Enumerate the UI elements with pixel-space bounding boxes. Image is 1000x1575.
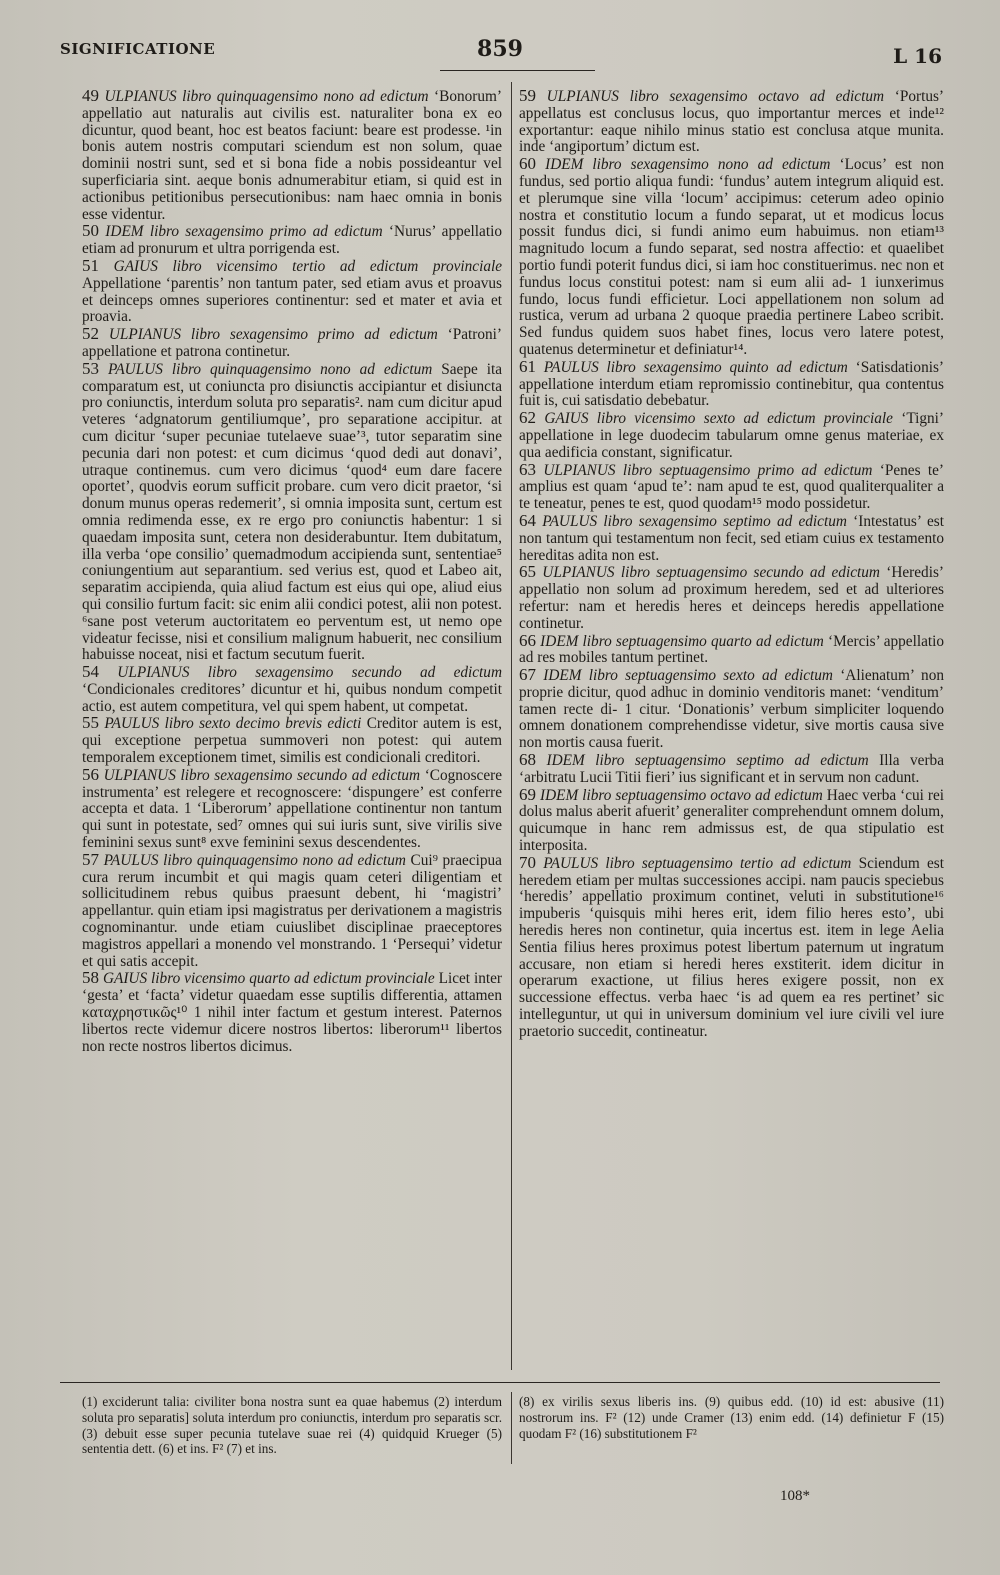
fragment-number: 65 xyxy=(519,562,536,582)
fragment-inscription: ULPIANUS libro septuagensimo secundo ad edictum xyxy=(542,564,880,582)
fragment-text: Appellatione ‘parentis’ non tantum pater, sed etiam avus et proavus et deinceps omnes superiores continentur: sed et mater et avia et proavia. xyxy=(82,274,502,326)
header-rule xyxy=(440,70,595,71)
fragment-inscription: IDEM libro septuagensimo sexto ad edictum xyxy=(543,667,833,685)
fragment-number: 63 xyxy=(519,459,536,479)
fragment-number: 49 xyxy=(82,88,99,105)
fragment-number: 59 xyxy=(519,88,536,105)
footnotes-right: (8) ex virilis sexus liberis ins. (9) quibus edd. (10) id est: abusive (11) nostrorum ins. F² (12) unde Cramer (13) enim edd. (14) definietur F (15) quodam F² (16) substitutionem F² xyxy=(519,1394,944,1441)
footnotes-left: (1) exciderunt talia: civiliter bona nostra sunt ea quae habemus (2) interdum soluta pro separatis] soluta interdum pro coniunctis, interdum pro separatis scr. (3) debuit esse super pecunia tutelave suae rei (4) quidquid Krueger (5) sententia dett. (6) et ins. F² (7) et ins. xyxy=(82,1394,502,1457)
fragment-text: ‘Satisdationis’ appellatione interdum etiam repromissio continebitur, qua contentus fuit is, cui satisdatio debebatur. xyxy=(519,358,944,410)
fragment-text: ‘Penes te’ amplius est quam ‘apud te’: nam apud te est, quod qualiterqualiter a te teneatur, penes te est, quod quodam¹⁵ modo possidetur. xyxy=(519,461,944,513)
fragment-number: 70 xyxy=(519,852,536,872)
fragment xyxy=(82,764,502,852)
fragment-text: ‘Nurus’ appellatio etiam ad pronurum et ultra porrigenda est. xyxy=(82,223,502,258)
fragment-inscription: PAULUS libro quinquagensimo nono ad edictum xyxy=(107,360,433,378)
fragment-number: 58 xyxy=(82,968,99,988)
fragment xyxy=(519,784,944,855)
fragment-text: ‘Alienatum’ non proprie dicitur, quod adhuc in dominio venditoris manet: ‘venditum’ tamen recte di- 1 citur. ‘Donationis’ verbum simpliciter loquendo omnem donationem comprehendisse videtur, sive mortis causa sive non mortis causa fuerit. xyxy=(519,667,944,752)
fragment xyxy=(82,970,502,1055)
fragment-inscription: ULPIANUS libro sexagensimo secundo ad edictum xyxy=(103,766,421,784)
fragment xyxy=(82,715,502,766)
fragment-number: 51 xyxy=(82,255,99,275)
fragment-number: 54 xyxy=(82,662,99,682)
fragment xyxy=(519,88,944,156)
fragment-inscription: PAULUS libro quinquagensimo nono ad edictum xyxy=(103,851,406,869)
fragment-text: Illa verba ‘arbitratu Lucii Titii fieri’ ius significant et in servum non cadunt. xyxy=(519,752,944,786)
fragment-text: Saepe ita comparatum est, ut coniuncta pro disiunctis accipiantur et disiuncta pro coniunctis, interdum soluta pro separatis². nam cum dicitur apud veteres ‘adgnatorum gentiliumque’, pro separatione accipitur. at cum dicitur ‘super pecuniae tutelaeve suae’³, tutor separatim sine pecunia dari non potest: et cum dicimus ‘quod dedi aut donavi’, utraque continemus. cum vero dicimus ‘quod⁴ eum dare facere oportet’, quodvis eorum sufficit probare. cum vero dicit praetor, ‘si donum munus operas redemerit’, si omnia imposita sunt, certum est omnia redimenda esse, ex re ergo pro coniunctis habentur: 1 si quaedam imposita sunt, cetera non desiderabuntur. Item dubitatum, illa verba ‘ope consilio’ quemadmodum accipienda sunt, sententiae⁵ coniungentium aut separantium. sed verius est, quod et Labeo ait, separatim accipienda, quia aliud factum est eius qui ope, aliud eius qui consilio furtum facit: sic enim alii condici potest, alii non potest. ⁶sane post veterum auctoritatem eo perventum est, ut nemo ope videatur fecisse, nisi et consilium malignum habuerit, nec consilium habuisse noceat, nisi et factum secutum fuerit. xyxy=(82,360,502,664)
fragment-number: 53 xyxy=(82,358,99,378)
fragment-number: 67 xyxy=(519,665,536,685)
fragment xyxy=(519,459,944,513)
fragment-text: ‘Heredis’ appellatio non solum ad proximum heredem, sed et ad ulteriores refertur: nam et heredis heres et deinceps heredis appellatione continetur. xyxy=(519,564,944,632)
fragment xyxy=(82,255,502,326)
fragment xyxy=(519,156,944,359)
fragment-text: ‘Condicionales creditores’ dicuntur et hi, quibus nondum competit actio, est autem competitura, vel qui spem habent, ut competat. xyxy=(82,680,502,715)
fragment-text: ‘Portus’ appellatus est conclusus locus, quo importantur merces et inde¹² exportantur: eaque nihilo minus statio est conclusa atque munita. inde ‘angiportum’ dictum est. xyxy=(519,88,944,156)
fragment xyxy=(82,88,502,223)
fragment-inscription: IDEM libro sexagensimo primo ad edictum xyxy=(105,223,383,241)
fragment xyxy=(82,223,502,258)
fragment-number: 55 xyxy=(82,713,99,733)
running-head-left: SIGNIFICATIONE xyxy=(60,40,216,58)
column-divider xyxy=(511,82,512,1370)
fragment-inscription: PAULUS libro sexagensimo quinto ad edictum xyxy=(543,358,848,376)
fragment-text: ‘Cognoscere instrumenta’ est relegere et recognoscere: ‘dispungere’ est conferre accepta et data. 1 ‘Liberorum’ appellatione continentur non tantum qui sunt in potestate, sed⁷ omnes qui sui iuris sunt, sive virilis sive feminini sexus sunt⁸ exve feminini sexus descendentes. xyxy=(82,766,502,852)
fragment xyxy=(519,510,944,564)
fragment xyxy=(519,752,944,787)
fragment-number: 61 xyxy=(519,356,536,376)
fragment-number: 60 xyxy=(519,154,536,174)
fragment-inscription: GAIUS libro vicensimo tertio ad edictum provinciale xyxy=(113,257,502,275)
fragment-text: Licet inter ‘gesta’ et ‘facta’ videtur quaedam esse suptilis differentia, attamen καταχρηστικῶς¹⁰ 1 nihil inter factum et gestum interest. Paternos libertos recte videmur dicere nostros libertos: liberorum¹¹ libertos non recte nostros libertos dicimus. xyxy=(82,970,502,1055)
fragment-number: 52 xyxy=(82,324,99,344)
fragment-inscription: PAULUS libro sexagensimo septimo ad edictum xyxy=(542,512,847,530)
left-column xyxy=(82,88,502,1370)
fragment xyxy=(82,849,502,971)
fragment-text: Sciendum est heredem etiam per multas successiones accipi. nam paucis speciebus ‘heredis’ appellatio proximum continet, veluti in substitutione¹⁶ impuberis ‘quisquis mihi heres erit, idem filio heres esto’, ubi heredis heres non continetur, quia incertus est. item in lege Aelia Sentia filius heres proximus potest libertum paternum ut ingratum accusare, non etiam si heredi heres exstiterit. idem dicitur in operarum exactione, ut filius heres exigere possit, non ex successione effectus. verba haec ‘is ad quem ea res pertinet’ sic intelleguntur, ut qui in universum dominium vel iure civili vel iure praetorio succedit, contineatur. xyxy=(519,854,944,1040)
fragment-number: 68 xyxy=(519,750,536,770)
fragment-inscription: PAULUS libro sexto decimo brevis edicti xyxy=(104,715,362,733)
fragment xyxy=(519,852,944,1041)
fragment xyxy=(519,564,944,632)
fragment-number: 66 xyxy=(519,630,536,650)
fragment-number: 62 xyxy=(519,408,536,428)
fragment-inscription: ULPIANUS libro sexagensimo octavo ad edictum xyxy=(546,88,885,105)
page-number: 859 xyxy=(477,36,523,62)
fragment-inscription: ULPIANUS libro sexagensimo secundo ad edictum xyxy=(117,664,502,682)
fragment xyxy=(82,664,502,715)
running-head-right: L 16 xyxy=(893,44,942,68)
fragment-inscription: ULPIANUS libro quinquagensimo nono ad edictum xyxy=(104,88,429,105)
fragment xyxy=(519,356,944,410)
fragment-number: 69 xyxy=(519,784,536,804)
fragment xyxy=(519,630,944,668)
fragment-inscription: ULPIANUS libro sexagensimo primo ad edictum xyxy=(108,326,438,344)
fragment-number: 50 xyxy=(82,221,99,241)
footnote-rule xyxy=(60,1382,940,1383)
fragment-number: 56 xyxy=(82,764,99,784)
fragment-text: ‘Patroni’ appellatione et patrona continetur. xyxy=(82,326,502,360)
fragment-inscription: PAULUS libro septuagensimo tertio ad edictum xyxy=(543,854,852,872)
fragment-text: ‘Tigni’ appellatione in lege duodecim tabularum omne genus materiae, ex qua aedificia constant, significatur. xyxy=(519,410,944,461)
fragment-inscription: ULPIANUS libro septuagensimo primo ad edictum xyxy=(543,461,873,479)
fragment-text: ‘Mercis’ appellatio ad res mobiles tantum pertinet. xyxy=(519,632,944,667)
right-column xyxy=(519,88,944,1370)
fragment-text: Creditor autem is est, qui exceptione perpetua summoveri non potest: qui autem temporalem exceptionem timet, similis est condicionali creditori. xyxy=(82,715,502,767)
fragment xyxy=(519,410,944,461)
signature-mark: 108* xyxy=(780,1488,810,1504)
fragment-text: ‘Bonorum’ appellatio aut naturalis aut civilis est. naturaliter bona ex eo dicuntur, quod beant, hoc est beatos faciunt: beare est prodesse. ¹in bonis autem nostris computari sciendum est non solum, quae dominii nostri sunt, sed et si bona fide a nobis possideantur vel superficiaria sint. aeque bonis adnumerabitur etiam, si quid est in actionibus petitionibus persecutionibus: nam haec omnia in bonis esse videntur. xyxy=(82,88,502,223)
fragment-text: Haec verba ‘cui rei dolus malus aberit afuerit’ generaliter comprehendunt omnem dolum, quicumque in hanc rem admissus est, de qua stipulatio est interposita. xyxy=(519,786,944,855)
fragment-inscription: IDEM libro sexagensimo nono ad edictum xyxy=(545,156,831,174)
fragment-text: Cui⁹ praecipua cura rerum incumbit et qui magis quam ceteri diligentiam et sollicitudinem rebus quibus praesunt debent, hi ‘magistri’ appellantur. quin etiam ipsi magistratus per derivationem a magistris cognominantur. unde etiam cuiuslibet disciplinae praeceptores magistros appellari a monendo vel monstrando. 1 ‘Persequi’ videtur et qui satis accepit. xyxy=(82,851,502,970)
fragment xyxy=(82,326,502,361)
fragment-inscription: IDEM libro septuagensimo quarto ad edictum xyxy=(540,632,824,650)
fragment-number: 64 xyxy=(519,510,536,530)
fragment xyxy=(82,358,502,664)
fragment xyxy=(519,667,944,752)
fragment-text: ‘Locus’ est non fundus, sed portio aliqua fundi: ‘fundus’ autem integrum aliquid est. et plerumque sine villa ‘locum’ accipimus: ceterum adeo opinio nostra et constitutio locum a fundo separat, ut et modicus locus possit fundus dici, si fundi animo eum habuimus. non etiam¹³ magnitudo locum a fundo separat, sed nostra affectio: et quaelibet portio fundi poterit fundus dici, si iam hoc constituerimus. nec non et fundus locus constitui potest: nam si eum alii ad- 1 iunxerimus fundo, locus fundi efficietur. Loci appellationem non solum ad rustica, verum ad urbana 2 quoque praedia pertinere Labeo scribit. Sed fundus quidem suos habet fines, locus vero latere potest, quatenus determinetur et definiatur¹⁴. xyxy=(519,156,944,358)
fragment-inscription: IDEM libro septuagensimo octavo ad edictum xyxy=(540,786,823,804)
footnote-divider xyxy=(511,1392,512,1464)
fragment-inscription: IDEM libro septuagensimo septimo ad edictum xyxy=(546,752,869,770)
fragment-text: ‘Intestatus’ est non tantum qui testamentum non fecit, sed etiam cuius ex testamento hereditas adita non est. xyxy=(519,512,944,564)
fragment-inscription: GAIUS libro vicensimo sexto ad edictum provinciale xyxy=(544,410,893,428)
fragment-number: 57 xyxy=(82,849,99,869)
fragment-inscription: GAIUS libro vicensimo quarto ad edictum provinciale xyxy=(102,970,435,988)
